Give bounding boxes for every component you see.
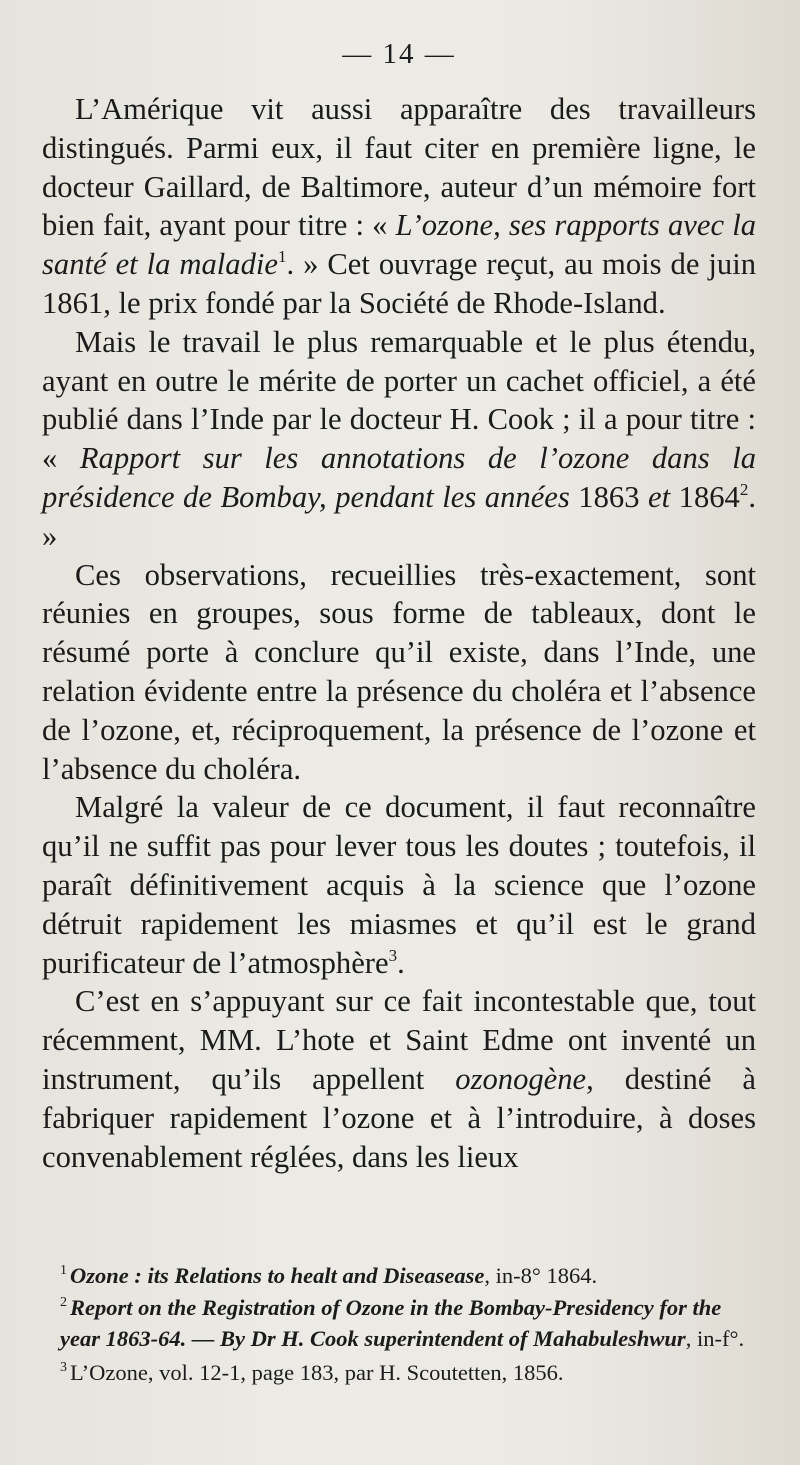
- footnote-ref-2: 2: [739, 479, 749, 499]
- footnote-2-text: , in-f°.: [685, 1326, 745, 1351]
- cited-title: Rapport sur les annotations de l’ozone dans la présidence de Bombay, pendant les années: [42, 441, 756, 514]
- footnotes: [60, 1260, 752, 1388]
- cited-year-a: 1863: [569, 479, 649, 514]
- paragraph-4-text: Malgré la valeur de ce document, il faut reconnaître qu’il ne suffit pas pour lever tous les doutes ; toutefois, il paraît définitivement acquis à la science que l’ozone détruit rapidement les miasmes et qu’il est le grand purificateur de l’atmosphère: [42, 790, 756, 980]
- body-text: [42, 90, 756, 1176]
- cited-conjunction: et: [648, 479, 671, 514]
- term-italic: ozonogène: [455, 1061, 587, 1096]
- paragraph-2-text-end: . »: [42, 479, 756, 553]
- footnote-3-text: L’Ozone, vol. 12-1, page 183, par H. Scoutetten, 1856.: [70, 1359, 564, 1385]
- paragraph-1-text-end: . » Cet ouvrage reçut, au mois de juin 1861, le prix fondé par la Société de Rhode-Island.: [42, 247, 756, 320]
- footnote-1-title: Ozone : its Relations to healt and Disease: [70, 1263, 455, 1288]
- paragraph-5-text-end: , destiné à fabriquer rapidement l’ozone et à l’introduire, à doses convenablement réglées, dans les lieux: [42, 1061, 756, 1174]
- paragraph-5: [42, 982, 756, 1176]
- footnote-2: [60, 1292, 752, 1355]
- paragraph-1-text: L’Amérique vit aussi apparaître des travailleurs distingués. Parmi eux, il faut citer en première ligne, le docteur Gaillard, de Baltimore, auteur d’un mémoire fort bien fait, ayant pour titre : «: [42, 92, 756, 243]
- footnote-3: [60, 1357, 752, 1389]
- paragraph-3: Ces observations, recueillies très-exactement, sont réunies en groupes, sous forme de tableaux, dont le résumé porte à conclure qu’il existe, dans l’Inde, une relation évidente entre la présence du choléra et l’absence de l’ozone, et, réciproquement, la présence de l’ozone et l’absence du choléra.: [42, 557, 756, 786]
- paragraph-5-text: C’est en s’appuyant sur ce fait incontestable que, tout récemment, MM. L’hote et Saint Edme ont inventé un instrument, qu’ils appellent: [42, 984, 756, 1096]
- footnote-1-mark: 1: [60, 1263, 67, 1278]
- footnote-1-text: , in-8° 1864.: [484, 1263, 598, 1288]
- footnote-2-title: Report on the Registration of Ozone in the Bombay-Presidency for the year 1863-64. — By Dr H. Cook superintendent of Mahabuleshwur: [60, 1294, 722, 1351]
- footnote-3-mark: 3: [60, 1359, 67, 1375]
- footnote-1: [60, 1260, 752, 1292]
- footnote-2-mark: 2: [60, 1294, 67, 1310]
- footnote-ref-1: 1: [277, 247, 287, 267]
- paragraph-1: [42, 90, 756, 323]
- paragraph-4-text-end: .: [397, 945, 405, 980]
- paragraph-2-text: Mais le travail le plus remarquable et le plus étendu, ayant en outre le mérite de porter un cachet officiel, a été publié dans l’Inde par le docteur H. Cook ; il a pour titre : «: [42, 324, 756, 476]
- cited-year-b: 1864: [670, 479, 740, 514]
- page-number: — 14 —: [342, 38, 456, 70]
- paragraph-4: [42, 788, 756, 982]
- footnote-ref-3: 3: [388, 945, 398, 965]
- paragraph-2: [42, 323, 756, 556]
- footnote-1-title-tail: ase: [454, 1263, 485, 1288]
- cited-title: L’ozone, ses rapports avec la santé et la maladie: [42, 208, 756, 282]
